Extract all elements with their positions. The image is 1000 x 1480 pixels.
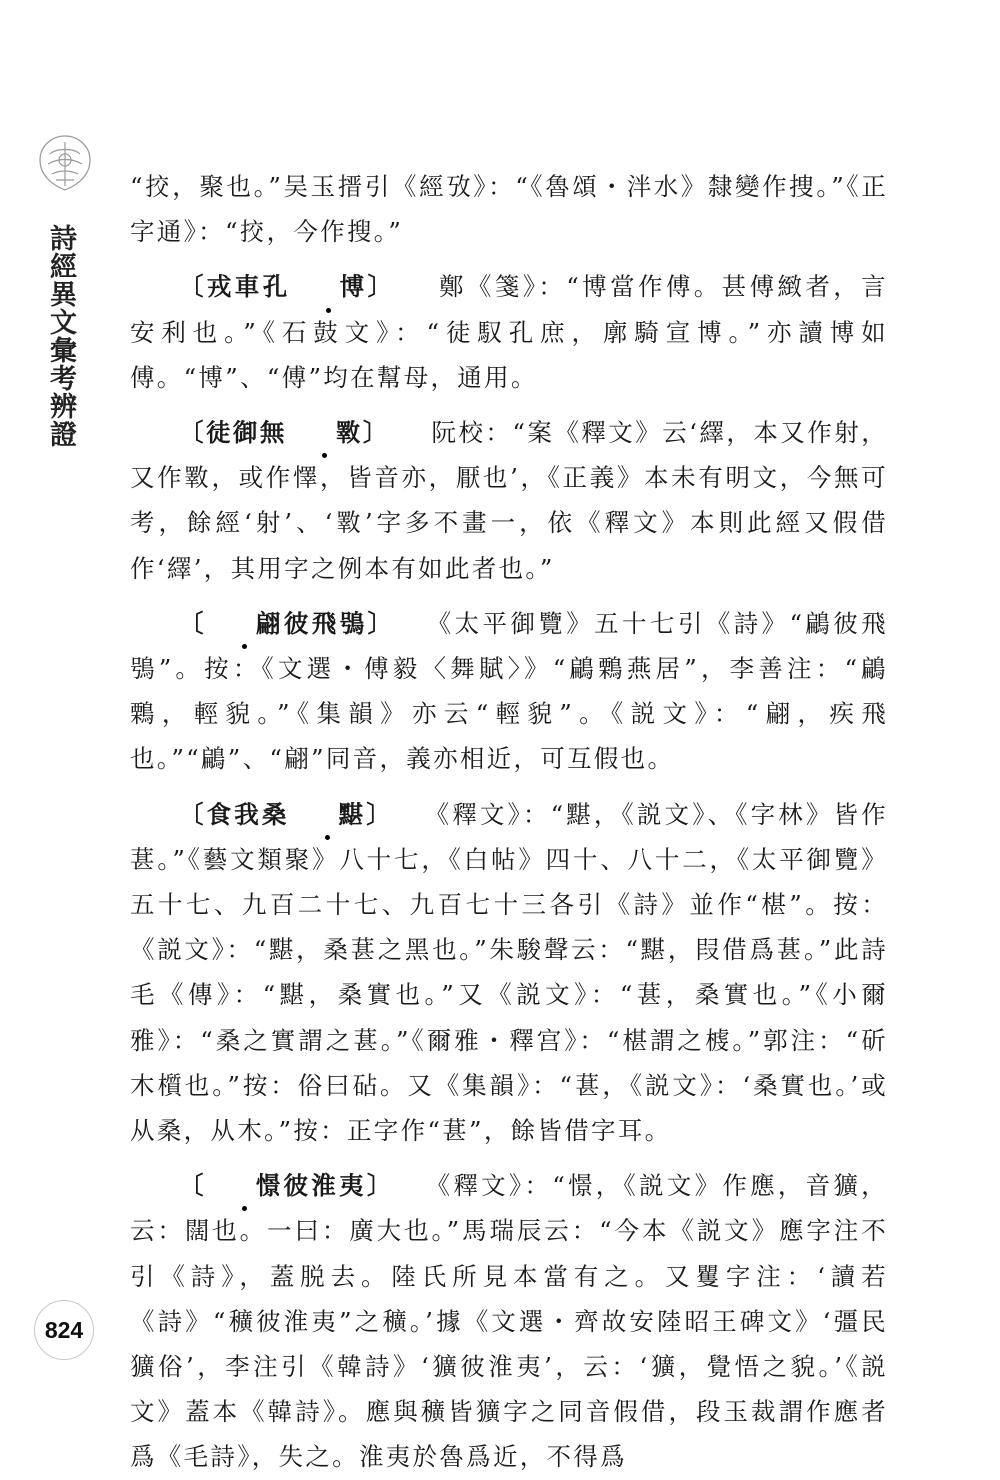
entry-body: 《太平御覽》五十七引《詩》“鶣彼飛鴞”。按：《文選・傅毅〈舞賦〉》“鶣鷅燕居”，李善注：“鶣鷅，輕貌。”《集韻》亦云“輕貌”。《説文》：“翩，疾飛也。”“鶣”、“翩”同音，義亦相近，可互假也。 (130, 608, 888, 774)
entry-body: 《釋文》：“憬，《説文》作應，音獷，云：闊也。一曰：廣大也。”馬瑞辰云：“今本《説文》應字注不引《詩》，蓋脱去。陸氏所見本當有之。又矍字注：‘讀若《詩》“穬彼淮夷”之穬。’據《文選・齊故安陸昭王碑文》‘彊民獷俗’，李注引《韓詩》‘獷彼淮夷’，云：‘獷，覺悟之貌。’《説文》蓋本《韓詩》。應與穬皆獷字之同音假借，段玉裁謂作應者爲《毛詩》，失之。淮夷於魯爲近，不得爲 (130, 1171, 888, 1472)
emphasis-dot-character: 斁 (287, 410, 363, 455)
entry-paragraph (130, 264, 888, 400)
entry-heading: 〔戎車孔 博〕 (179, 272, 383, 301)
emphasis-dot-character: 翩 (207, 601, 283, 646)
entry-paragraph (130, 410, 888, 591)
entry-paragraph (130, 1163, 888, 1479)
entry-body: 阮校：“案《釋文》云‘繹，本又作射，又作斁，或作懌，皆音亦，厭也’，《正義》本未有明文，今無可考，餘經‘射’、‘斁’字多不畫一，依《釋文》本則此經又假借作‘繹’，其用字之例本有如此者也。” (130, 418, 889, 583)
running-head-book-title: 詩經異文彙考辨證 (45, 224, 76, 448)
entry-heading: 〔 翩彼飛鴞〕 (179, 609, 383, 638)
decorative-seal-icon (30, 130, 100, 200)
entry-body: 《釋文》：“黮，《説文》、《字林》皆作葚。”《藝文類聚》八十七，《白帖》四十、八十二，《太平御覽》五十七、九百二十七、九百七十三各引《詩》並作“椹”。按：《説文》：“黮，桑葚之黑也。”朱駿聲云：“黮，叚借爲葚。”此詩毛《傳》：“黮，桑實也。”又《説文》：“葚，桑實也。”《小爾雅》：“桑之實謂之葚。”《爾雅・釋宫》：“椹謂之榩。”郭注：“斫木櫍也。”按：俗曰砧。又《集韻》：“葚，《説文》：‘桑實也。’或从桑，从木。”按：正字作“葚”，餘皆借字耳。 (130, 799, 888, 1146)
emphasis-dot-character: 憬 (207, 1163, 283, 1208)
entry-paragraph (130, 601, 888, 782)
emphasis-dot-character: 黮 (290, 792, 366, 837)
page-number-badge: 824 (34, 1300, 94, 1360)
emphasis-dot-character: 博 (291, 264, 367, 309)
main-text-column (130, 164, 888, 1480)
entry-paragraph (130, 792, 888, 1154)
continuation-paragraph: “挍，聚也。”吴玉搢引《經攷》：“《魯頌・泮水》隸變作捜。”《正字通》：“挍，今作搜。” (130, 172, 888, 247)
entry-body: 鄭《箋》：“博當作傅。甚傅緻者，言安利也。”《石鼓文》：“徒馭孔庶，廓騎宣博。”亦讀博如傅。“博”、“傅”均在幫母，通用。 (130, 272, 888, 392)
entry-heading: 〔食我桑 黮〕 (179, 800, 382, 829)
entry-heading: 〔徒御無 斁〕 (179, 418, 378, 447)
entry-heading: 〔 憬彼淮夷〕 (179, 1171, 382, 1200)
